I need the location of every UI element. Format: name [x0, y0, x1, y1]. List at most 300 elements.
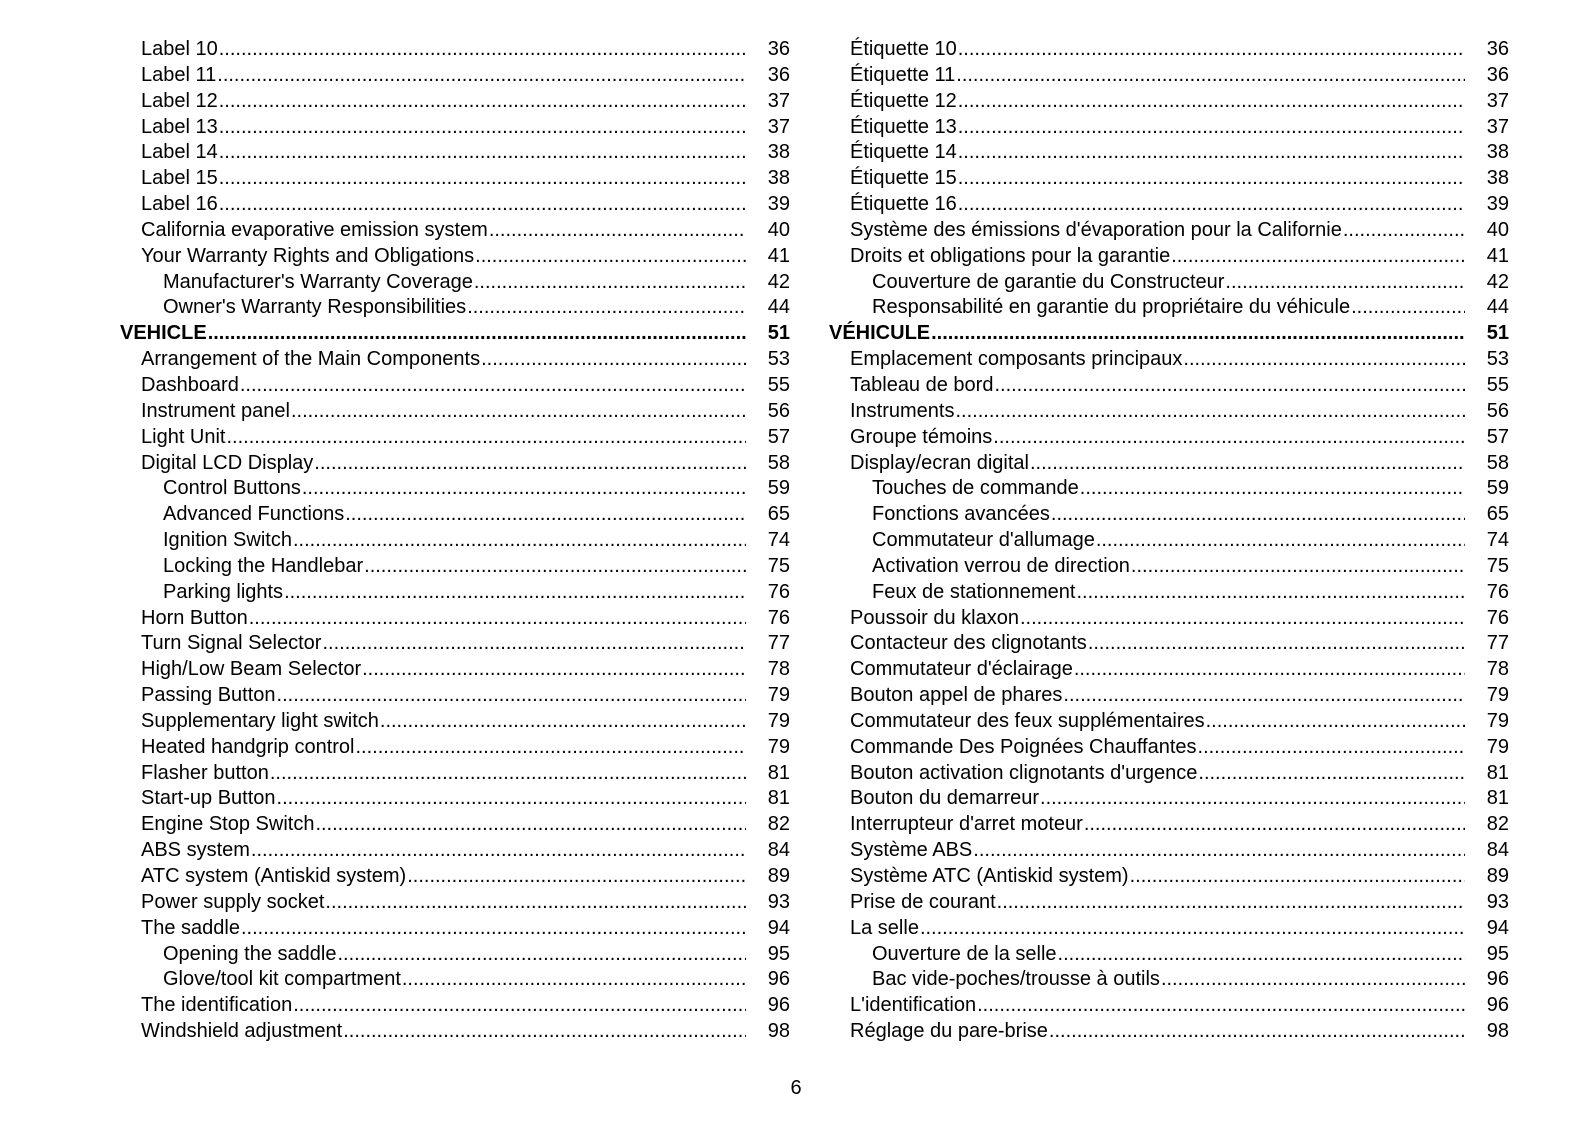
toc-entry	[829, 528, 1509, 554]
toc-entry-title: Droits et obligations pour la garantie	[850, 244, 1171, 267]
toc-entry	[829, 295, 1509, 321]
toc-entry	[120, 580, 790, 606]
toc-entry	[120, 373, 790, 399]
dot-leader	[345, 502, 746, 528]
toc-entry	[120, 166, 790, 192]
dot-leader	[241, 916, 746, 942]
toc-entry-title: Label 13	[141, 115, 218, 138]
toc-entry-title: Système ATC (Antiskid system)	[850, 865, 1129, 887]
toc-entry-title: Étiquette 13	[850, 115, 957, 138]
toc-entry-page-number: 37	[1486, 115, 1509, 138]
toc-entry-page-number: 41	[1486, 244, 1509, 267]
toc-entry-title: Ignition Switch	[163, 529, 292, 552]
toc-entry	[829, 967, 1509, 993]
toc-entry	[829, 192, 1509, 218]
toc-entry-page-number: 81	[1486, 761, 1509, 784]
dot-leader	[1161, 967, 1465, 993]
toc-entry-title: Flasher button	[141, 761, 269, 784]
toc-entry-title: Touches de commande	[872, 477, 1079, 500]
toc-entry	[120, 270, 790, 296]
toc-entry-title: Couverture de garantie du Constructeur	[872, 270, 1225, 293]
toc-entry-page-number: 51	[1486, 322, 1509, 345]
toc-entry	[120, 115, 790, 141]
toc-entry-page-number: 96	[1486, 968, 1509, 991]
dot-leader	[315, 812, 746, 838]
dot-leader	[973, 838, 1465, 864]
toc-entry-title: Control Buttons	[163, 477, 301, 500]
toc-entry-title: Heated handgrip control	[141, 735, 355, 758]
toc-entry-title: Horn Button	[141, 606, 248, 629]
toc-entry-page-number: 81	[1486, 787, 1509, 810]
toc-entry	[120, 709, 790, 735]
toc-entry-page-number: 89	[767, 865, 790, 887]
toc-entry-title: Étiquette 11	[850, 63, 956, 86]
dot-leader	[284, 580, 746, 606]
toc-entry-page-number: 38	[1486, 141, 1509, 164]
toc-section-heading	[120, 321, 790, 347]
dot-leader	[291, 399, 746, 425]
toc-entry-page-number: 93	[767, 890, 790, 913]
toc-entry	[829, 993, 1509, 1019]
dot-leader	[364, 554, 746, 580]
dot-leader	[1040, 786, 1465, 812]
toc-entry	[120, 425, 790, 451]
toc-entry-page-number: 76	[767, 580, 790, 603]
toc-entry-page-number: 82	[1486, 813, 1509, 836]
toc-entry-title: Tableau de bord	[850, 373, 994, 396]
dot-leader	[407, 864, 746, 890]
dot-leader	[475, 244, 746, 270]
toc-entry-title: Système ABS	[850, 839, 973, 862]
toc-entry	[829, 399, 1509, 425]
toc-entry	[829, 657, 1509, 683]
toc-entry-title: Commande Des Poignées Chauffantes	[850, 735, 1197, 758]
toc-entry	[829, 683, 1509, 709]
toc-entry-title: Label 11	[141, 63, 217, 86]
toc-entry	[829, 89, 1509, 115]
dot-leader	[1020, 606, 1465, 632]
dot-leader	[325, 890, 746, 916]
toc-entry-title: Emplacement composants principaux	[850, 348, 1183, 371]
toc-entry	[829, 115, 1509, 141]
toc-entry-title: Owner's Warranty Responsibilities	[163, 296, 467, 319]
toc-section-heading	[829, 321, 1509, 347]
toc-column-english	[120, 37, 790, 1045]
toc-entry-page-number: 55	[767, 373, 790, 396]
toc-entry-title: Ouverture de la selle	[872, 942, 1057, 965]
toc-entry-title: Contacteur des clignotants	[850, 632, 1087, 655]
dot-leader	[219, 89, 746, 115]
toc-entry-page-number: 39	[1486, 193, 1509, 216]
toc-entry	[829, 502, 1509, 528]
toc-entry-title: Your Warranty Rights and Obligations	[141, 244, 475, 267]
toc-entry-page-number: 77	[1486, 632, 1509, 655]
dot-leader	[1076, 580, 1465, 606]
dot-leader	[302, 476, 746, 502]
toc-entry	[829, 890, 1509, 916]
toc-entry-title: Passing Button	[141, 684, 276, 707]
dot-leader	[1084, 812, 1465, 838]
dot-leader	[1058, 942, 1465, 968]
dot-leader	[277, 786, 746, 812]
toc-entry-title: Poussoir du klaxon	[850, 606, 1019, 629]
toc-entry	[829, 270, 1509, 296]
toc-entry-title: Étiquette 10	[850, 38, 957, 60]
toc-entry	[120, 657, 790, 683]
toc-entry-page-number: 74	[767, 529, 790, 552]
dot-leader	[337, 942, 746, 968]
toc-entry	[120, 295, 790, 321]
toc-entry	[120, 735, 790, 761]
dot-leader	[380, 709, 746, 735]
dot-leader	[1183, 347, 1465, 373]
dot-leader	[474, 270, 746, 296]
toc-entry-page-number: 81	[767, 787, 790, 810]
dot-leader	[1171, 244, 1465, 270]
toc-entry-page-number: 94	[1486, 916, 1509, 939]
toc-entry-page-number: 36	[767, 38, 790, 60]
toc-entry-page-number: 58	[767, 451, 790, 474]
toc-entry-page-number: 75	[767, 554, 790, 577]
dot-leader	[217, 63, 746, 89]
toc-entry-page-number: 56	[767, 399, 790, 422]
toc-entry-title: Étiquette 14	[850, 141, 957, 164]
dot-leader	[958, 192, 1465, 218]
dot-leader	[343, 1019, 746, 1045]
toc-entry-title: VÉHICULE	[829, 322, 931, 345]
toc-entry-page-number: 95	[767, 942, 790, 965]
toc-entry	[829, 451, 1509, 477]
toc-entry-title: Label 14	[141, 141, 218, 164]
toc-entry	[829, 812, 1509, 838]
toc-entry-title: Réglage du pare-brise	[850, 1020, 1048, 1043]
toc-entry-page-number: 36	[1486, 63, 1509, 86]
toc-entry-title: ATC system (Antiskid system)	[141, 865, 407, 887]
toc-entry-page-number: 41	[767, 244, 790, 267]
toc-entry	[829, 166, 1509, 192]
toc-entry-title: Display/ecran digital	[850, 451, 1029, 474]
toc-entry	[829, 140, 1509, 166]
toc-entry-title: Prise de courant	[850, 890, 996, 913]
toc-entry-page-number: 79	[1486, 735, 1509, 758]
dot-leader	[227, 425, 747, 451]
dot-leader	[994, 373, 1465, 399]
toc-entry-page-number: 37	[767, 89, 790, 112]
toc-entry-page-number: 42	[1486, 270, 1509, 293]
toc-entry	[120, 347, 790, 373]
toc-entry-page-number: 40	[1486, 218, 1509, 241]
toc-entry-page-number: 57	[767, 425, 790, 448]
toc-entry-title: The identification	[141, 994, 293, 1017]
toc-entry-page-number: 96	[767, 968, 790, 991]
dot-leader	[489, 218, 746, 244]
toc-entry	[829, 735, 1509, 761]
dot-leader	[1049, 1019, 1465, 1045]
dot-leader	[219, 37, 746, 63]
toc-entry-page-number: 38	[767, 167, 790, 190]
toc-entry-title: Instruments	[850, 399, 955, 422]
toc-entry-page-number: 79	[1486, 709, 1509, 732]
dot-leader	[1131, 554, 1465, 580]
toc-entry-page-number: 44	[1486, 296, 1509, 319]
toc-entry-title: Label 12	[141, 89, 218, 112]
toc-entry	[120, 967, 790, 993]
toc-entry	[120, 993, 790, 1019]
toc-entry	[829, 476, 1509, 502]
toc-entry-page-number: 39	[767, 193, 790, 216]
dot-leader	[958, 115, 1465, 141]
toc-entry-page-number: 75	[1486, 554, 1509, 577]
toc-entry-page-number: 76	[1486, 606, 1509, 629]
toc-entry-page-number: 36	[767, 63, 790, 86]
toc-entry	[120, 1019, 790, 1045]
toc-entry	[829, 709, 1509, 735]
toc-entry-page-number: 76	[1486, 580, 1509, 603]
toc-entry-page-number: 94	[767, 916, 790, 939]
dot-leader	[219, 115, 746, 141]
toc-entry-title: Turn Signal Selector	[141, 632, 322, 655]
toc-entry	[120, 890, 790, 916]
toc-entry-page-number: 36	[1486, 38, 1509, 60]
toc-entry-page-number: 65	[1486, 503, 1509, 526]
toc-entry-page-number: 59	[767, 477, 790, 500]
toc-entry-page-number: 84	[767, 839, 790, 862]
toc-entry-page-number: 53	[1486, 348, 1509, 371]
toc-entry-page-number: 57	[1486, 425, 1509, 448]
dot-leader	[1351, 295, 1465, 321]
toc-column-french	[829, 37, 1509, 1045]
toc-entry	[829, 631, 1509, 657]
toc-entry	[120, 528, 790, 554]
toc-entry-title: California evaporative emission system	[141, 218, 488, 241]
dot-leader	[1198, 761, 1465, 787]
toc-entry-title: Bouton activation clignotants d'urgence	[850, 761, 1198, 784]
toc-entry-page-number: 37	[767, 115, 790, 138]
toc-entry-title: L'identification	[850, 994, 977, 1017]
toc-entry-title: Power supply socket	[141, 890, 325, 913]
toc-entry-title: Locking the Handlebar	[163, 554, 364, 577]
dot-leader	[955, 399, 1465, 425]
toc-entry-title: Advanced Functions	[163, 503, 345, 526]
toc-entry	[829, 580, 1509, 606]
toc-entry-title: Glove/tool kit compartment	[163, 968, 401, 991]
dot-leader	[1343, 218, 1465, 244]
toc-entry-page-number: 53	[767, 348, 790, 371]
dot-leader	[355, 735, 746, 761]
toc-entry-title: Windshield adjustment	[141, 1020, 343, 1043]
dot-leader	[362, 657, 746, 683]
dot-leader	[1074, 657, 1465, 683]
toc-entry	[120, 606, 790, 632]
toc-entry	[120, 451, 790, 477]
dot-leader	[277, 683, 746, 709]
toc-entry	[120, 399, 790, 425]
toc-entry	[120, 864, 790, 890]
toc-entry-title: Light Unit	[141, 425, 226, 448]
toc-entry	[829, 425, 1509, 451]
toc-entry-page-number: 84	[1486, 839, 1509, 862]
dot-leader	[322, 631, 746, 657]
toc-entry-title: Engine Stop Switch	[141, 813, 315, 836]
toc-entry	[829, 761, 1509, 787]
toc-entry-title: Système des émissions d'évaporation pour la Californie	[850, 218, 1342, 241]
toc-entry-page-number: 93	[1486, 890, 1509, 913]
toc-entry	[829, 37, 1509, 63]
toc-entry-page-number: 42	[767, 270, 790, 293]
toc-entry-title: ABS system	[141, 839, 250, 862]
toc-entry-title: Activation verrou de direction	[872, 554, 1130, 577]
dot-leader	[240, 373, 746, 399]
dot-leader	[314, 451, 746, 477]
toc-entry-title: VEHICLE	[120, 322, 207, 345]
toc-entry-title: La selle	[850, 916, 919, 939]
toc-entry	[120, 683, 790, 709]
dot-leader	[958, 37, 1465, 63]
toc-entry-page-number: 78	[767, 658, 790, 681]
toc-entry-title: Bouton appel de phares	[850, 684, 1063, 707]
dot-leader	[1030, 451, 1465, 477]
toc-entry-page-number: 56	[1486, 399, 1509, 422]
toc-entry-page-number: 89	[1486, 865, 1509, 887]
dot-leader	[997, 890, 1465, 916]
toc-entry-page-number: 95	[1486, 942, 1509, 965]
toc-entry	[120, 631, 790, 657]
toc-entry	[120, 192, 790, 218]
toc-entry	[829, 63, 1509, 89]
toc-entry	[120, 476, 790, 502]
toc-entry-page-number: 65	[767, 503, 790, 526]
toc-entry-title: Opening the saddle	[163, 942, 337, 965]
toc-entry	[120, 942, 790, 968]
toc-entry	[829, 218, 1509, 244]
toc-entry-title: Label 10	[141, 38, 218, 60]
toc-entry-page-number: 98	[1486, 1020, 1509, 1043]
page-number: 6	[790, 1077, 802, 1099]
toc-entry	[829, 373, 1509, 399]
dot-leader	[1096, 528, 1465, 554]
toc-entry-page-number: 44	[767, 296, 790, 319]
toc-entry-title: Bac vide-poches/trousse à outils	[872, 968, 1160, 991]
dot-leader	[1225, 270, 1465, 296]
toc-entry-title: Feux de stationnement	[872, 580, 1076, 603]
toc-entry-page-number: 74	[1486, 529, 1509, 552]
dot-leader	[958, 166, 1465, 192]
toc-entry-page-number: 82	[767, 813, 790, 836]
toc-entry-title: Dashboard	[141, 373, 239, 396]
toc-entry-page-number: 76	[767, 606, 790, 629]
dot-leader	[1088, 631, 1465, 657]
toc-entry-title: High/Low Beam Selector	[141, 658, 362, 681]
toc-entry	[829, 554, 1509, 580]
toc-entry-page-number: 37	[1486, 89, 1509, 112]
dot-leader	[293, 993, 746, 1019]
toc-entry	[829, 347, 1509, 373]
toc-entry	[120, 89, 790, 115]
dot-leader	[270, 761, 746, 787]
toc-entry	[120, 554, 790, 580]
toc-entry-page-number: 79	[767, 709, 790, 732]
dot-leader	[219, 166, 746, 192]
toc-entry-title: Responsabilité en garantie du propriétaire du véhicule	[872, 296, 1351, 319]
toc-entry-title: Étiquette 15	[850, 167, 957, 190]
toc-entry	[120, 37, 790, 63]
toc-entry-title: Commutateur des feux supplémentaires	[850, 709, 1205, 732]
toc-entry-page-number: 51	[767, 322, 790, 345]
dot-leader	[293, 528, 746, 554]
dot-leader	[219, 140, 746, 166]
toc-entry	[829, 864, 1509, 890]
dot-leader	[1198, 735, 1465, 761]
toc-entry-title: Supplementary light switch	[141, 709, 379, 732]
dot-leader	[251, 838, 746, 864]
toc-entry-page-number: 78	[1486, 658, 1509, 681]
toc-entry-page-number: 98	[767, 1020, 790, 1043]
toc-entry	[829, 244, 1509, 270]
toc-entry-title: Label 15	[141, 167, 218, 190]
dot-leader	[208, 321, 746, 347]
toc-entry-title: Parking lights	[163, 580, 284, 603]
toc-entry-title: Commutateur d'éclairage	[850, 658, 1073, 681]
toc-entry-title: Bouton du demarreur	[850, 787, 1040, 810]
toc-entry	[829, 942, 1509, 968]
dot-leader	[1206, 709, 1465, 735]
toc-entry-title: Fonctions avancées	[872, 503, 1050, 526]
toc-entry-title: Label 16	[141, 193, 218, 216]
toc-entry-page-number: 79	[767, 735, 790, 758]
dot-leader	[1130, 864, 1465, 890]
toc-entry	[120, 502, 790, 528]
dot-leader	[1051, 502, 1465, 528]
toc-entry	[829, 1019, 1509, 1045]
toc-entry-page-number: 77	[767, 632, 790, 655]
dot-leader	[1063, 683, 1465, 709]
toc-entry	[120, 140, 790, 166]
toc-entry-title: Instrument panel	[141, 399, 290, 422]
toc-entry-title: Manufacturer's Warranty Coverage	[163, 270, 473, 293]
toc-entry-page-number: 58	[1486, 451, 1509, 474]
toc-entry	[120, 916, 790, 942]
toc-entry-page-number: 59	[1486, 477, 1509, 500]
toc-entry-title: Start-up Button	[141, 787, 276, 810]
toc-entry	[120, 244, 790, 270]
toc-entry	[120, 761, 790, 787]
dot-leader	[958, 89, 1465, 115]
dot-leader	[956, 63, 1465, 89]
dot-leader	[977, 993, 1465, 1019]
toc-entry	[829, 786, 1509, 812]
toc-entry-page-number: 81	[767, 761, 790, 784]
toc-entry-title: Étiquette 16	[850, 193, 957, 216]
toc-entry-page-number: 40	[767, 218, 790, 241]
dot-leader	[402, 967, 746, 993]
dot-leader	[931, 321, 1465, 347]
dot-leader	[958, 140, 1465, 166]
toc-entry-page-number: 38	[1486, 167, 1509, 190]
toc-entry-page-number: 79	[1486, 684, 1509, 707]
toc-entry-title: Groupe témoins	[850, 425, 993, 448]
toc-entry-page-number: 55	[1486, 373, 1509, 396]
toc-entry-title: Arrangement of the Main Components	[141, 348, 481, 371]
toc-entry-page-number: 79	[767, 684, 790, 707]
toc-entry-title: Commutateur d'allumage	[872, 529, 1095, 552]
dot-leader	[219, 192, 746, 218]
toc-entry-title: Digital LCD Display	[141, 451, 314, 474]
dot-leader	[249, 606, 746, 632]
toc-entry-page-number: 96	[1486, 994, 1509, 1017]
dot-leader	[993, 425, 1465, 451]
toc-entry	[829, 838, 1509, 864]
toc-entry-page-number: 96	[767, 994, 790, 1017]
